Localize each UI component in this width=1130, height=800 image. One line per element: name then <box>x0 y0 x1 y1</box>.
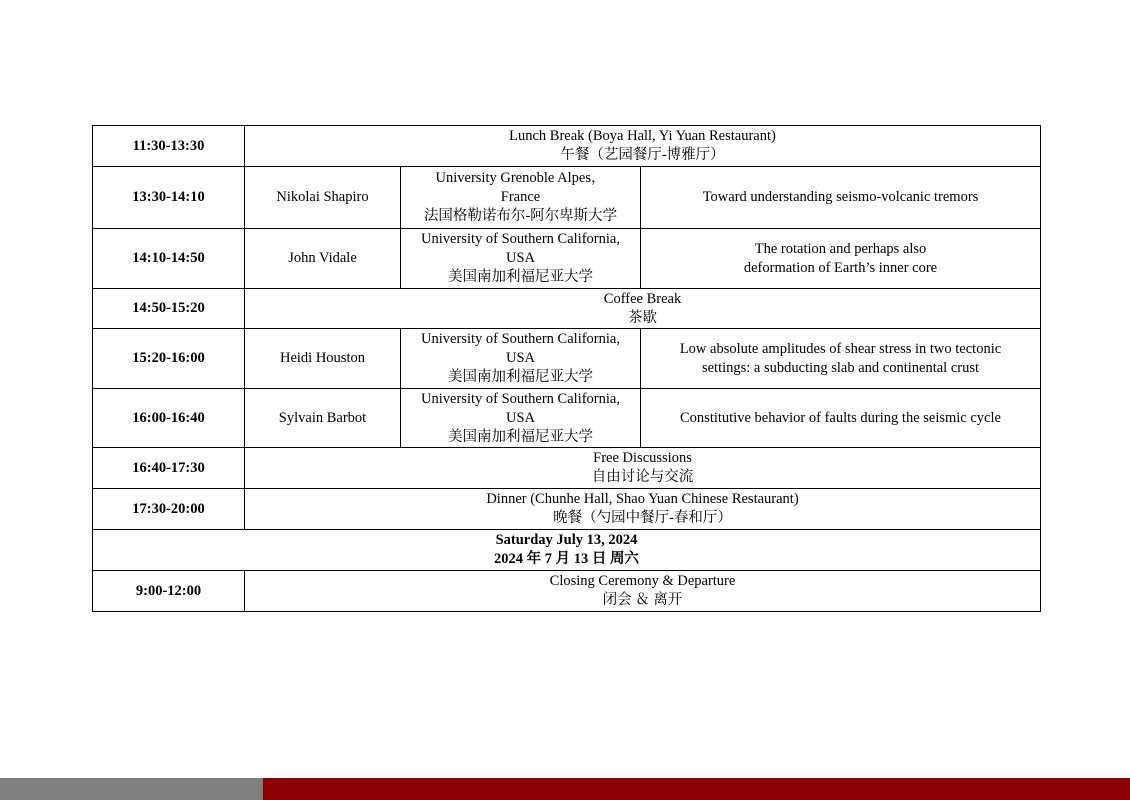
affiliation-line: University Grenoble Alpes， <box>435 170 606 186</box>
schedule-row <box>93 489 1041 530</box>
talk-title-line: The rotation and perhaps also <box>754 240 927 257</box>
footer-red-bar <box>263 778 1130 800</box>
day-header-cn: 2024 年 7 月 13 日 周六 <box>494 551 639 567</box>
affiliation-line: USA <box>505 409 535 426</box>
schedule-row <box>93 329 1041 389</box>
day-header-cell <box>93 530 1041 571</box>
affiliation-line: USA <box>505 250 535 266</box>
schedule-row <box>93 126 1041 167</box>
event-title-cn: 晚餐（勺园中餐厅-春和厅） <box>553 510 732 526</box>
affiliation-line: 美国南加利福尼亚大学 <box>448 428 593 445</box>
event-cell <box>245 448 1041 489</box>
day-header-row <box>93 530 1041 571</box>
affiliation-cell <box>401 329 641 389</box>
event-cell <box>245 571 1041 612</box>
affiliation-line: USA <box>505 350 535 366</box>
affiliation-line: University of Southern California, <box>421 231 620 247</box>
event-title-cn: 茶歇 <box>628 309 657 326</box>
event-cell <box>245 126 1041 167</box>
talk-title-line: settings: a subducting slab and continental crust <box>701 359 980 376</box>
talk-title-cell <box>641 229 1041 289</box>
talk-title-line: Low absolute amplitudes of shear stress in two tectonic <box>679 340 1002 357</box>
affiliation-line: 法国格勒诺布尔-阿尔卑斯大学 <box>423 208 618 224</box>
talk-title-line: Toward understanding seismo-volcanic tremors <box>702 189 979 205</box>
affiliation-cell <box>401 167 641 229</box>
affiliation-line: University of Southern California, <box>421 331 620 347</box>
schedule-row <box>93 289 1041 329</box>
affiliation-line: France <box>500 189 541 205</box>
event-title-cn: 自由讨论与交流 <box>591 469 694 485</box>
time-cell: 15:20-16:00 <box>93 329 245 389</box>
time-cell: 17:30-20:00 <box>93 489 245 530</box>
time-cell: 16:00-16:40 <box>93 389 245 448</box>
time-cell: 16:40-17:30 <box>93 448 245 489</box>
event-title: Dinner (Chunhe Hall, Shao Yuan Chinese Restaurant) <box>486 491 799 507</box>
event-title-cn: 闭会 ＆ 离开 <box>602 592 683 608</box>
event-title: Free Discussions <box>593 450 692 466</box>
time-cell: 14:50-15:20 <box>93 289 245 329</box>
talk-title-line: deformation of Earth’s inner core <box>743 259 938 276</box>
affiliation-cell <box>401 229 641 289</box>
speaker-cell: John Vidale <box>245 229 401 289</box>
time-cell: 11:30-13:30 <box>93 126 245 167</box>
event-title: Closing Ceremony & Departure <box>549 573 736 589</box>
affiliation-line: University of Southern California, <box>421 390 620 407</box>
event-title: Lunch Break (Boya Hall, Yi Yuan Restaurant) <box>509 128 776 144</box>
schedule-row <box>93 229 1041 289</box>
speaker-cell: Heidi Houston <box>245 329 401 389</box>
event-cell <box>245 289 1041 329</box>
schedule-row <box>93 448 1041 489</box>
event-title: Coffee Break <box>603 290 682 307</box>
talk-title-line: Constitutive behavior of faults during the seismic cycle <box>680 409 1001 426</box>
time-cell: 14:10-14:50 <box>93 229 245 289</box>
talk-title-cell <box>641 329 1041 389</box>
affiliation-line: 美国南加利福尼亚大学 <box>448 369 593 385</box>
speaker-cell: Sylvain Barbot <box>245 389 401 448</box>
affiliation-line: 美国南加利福尼亚大学 <box>448 269 593 285</box>
day-header-en: Saturday July 13, 2024 <box>495 532 638 548</box>
speaker-cell: Nikolai Shapiro <box>245 167 401 229</box>
schedule-row <box>93 167 1041 229</box>
affiliation-cell <box>401 389 641 448</box>
schedule-row <box>93 389 1041 448</box>
footer-gray-bar <box>0 778 263 800</box>
talk-title-cell <box>641 167 1041 229</box>
time-cell: 13:30-14:10 <box>93 167 245 229</box>
schedule-table <box>92 125 1041 612</box>
schedule-row <box>93 571 1041 612</box>
talk-title-cell <box>641 389 1041 448</box>
time-cell: 9:00-12:00 <box>93 571 245 612</box>
event-title-cn: 午餐（艺园餐厅-博雅厅） <box>560 147 725 163</box>
event-cell <box>245 489 1041 530</box>
